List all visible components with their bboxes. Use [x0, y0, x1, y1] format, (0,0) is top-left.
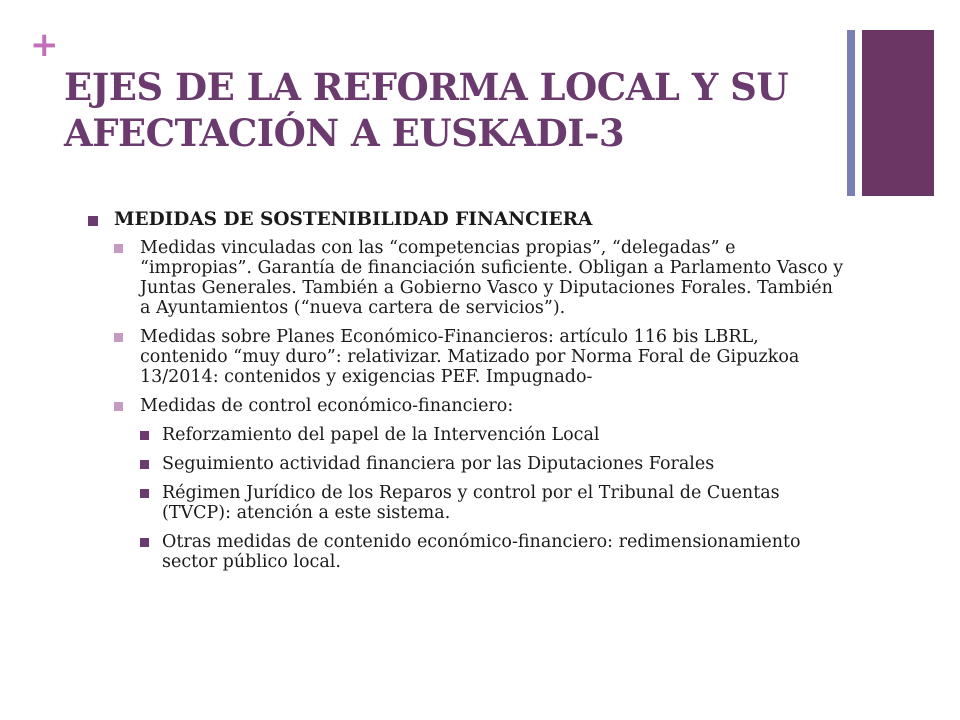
section-heading: MEDIDAS DE SOSTENIBILIDAD FINANCIERA	[114, 209, 593, 230]
plus-icon: +	[30, 25, 59, 65]
square-bullet-icon	[114, 333, 123, 342]
square-bullet-icon	[88, 216, 98, 226]
list-item	[114, 396, 848, 572]
nested-list-item	[140, 425, 848, 445]
list-item-text: Medidas de control económico-financiero:	[140, 396, 514, 416]
decorative-bar-thin	[847, 30, 855, 196]
square-bullet-icon	[140, 489, 149, 498]
nested-item-text: Régimen Jurídico de los Reparos y control por el Tribunal de Cuentas (TVCP): atención a este sistema.	[162, 483, 780, 523]
slide-title: EJES DE LA REFORMA LOCAL Y SU AFECTACIÓN A EUSKADI-3	[64, 65, 789, 155]
square-bullet-icon	[140, 538, 149, 547]
square-bullet-icon	[140, 431, 149, 440]
bullet-list	[88, 208, 848, 572]
nested-list-item	[140, 454, 848, 474]
nested-list-item	[140, 483, 848, 523]
slide-content	[88, 208, 848, 581]
square-bullet-icon	[114, 402, 123, 411]
nested-item-text: Otras medidas de contenido económico-financiero: redimensionamiento sector público local.	[162, 532, 801, 572]
nested-list-item	[140, 532, 848, 572]
decorative-bar-thick	[862, 30, 934, 196]
nested-item-text: Seguimiento actividad financiera por las Diputaciones Forales	[162, 454, 715, 474]
list-item	[114, 238, 848, 318]
section-item	[88, 208, 848, 572]
nested-item-text: Reforzamiento del papel de la Intervención Local	[162, 425, 600, 445]
list-item	[114, 327, 848, 387]
square-bullet-icon	[140, 460, 149, 469]
sub-list	[114, 238, 848, 572]
list-item-text: Medidas sobre Planes Económico-Financieros: artículo 116 bis LBRL, contenido “muy duro”: relativizar. Matizado por Norma Foral de Gipuzkoa 13/2014: contenidos y exigencias PEF. Impugnado-	[140, 327, 800, 387]
nested-list	[140, 425, 848, 572]
list-item-text: Medidas vinculadas con las “competencias propias”, “delegadas” e “impropias”. Garantía de financiación suficiente. Obligan a Parlamento Vasco y Juntas Generales. También a Gobierno Vasco y Diputaciones Forales. También a Ayuntamientos (“nueva cartera de servicios”).	[140, 238, 844, 318]
square-bullet-icon	[114, 244, 123, 253]
